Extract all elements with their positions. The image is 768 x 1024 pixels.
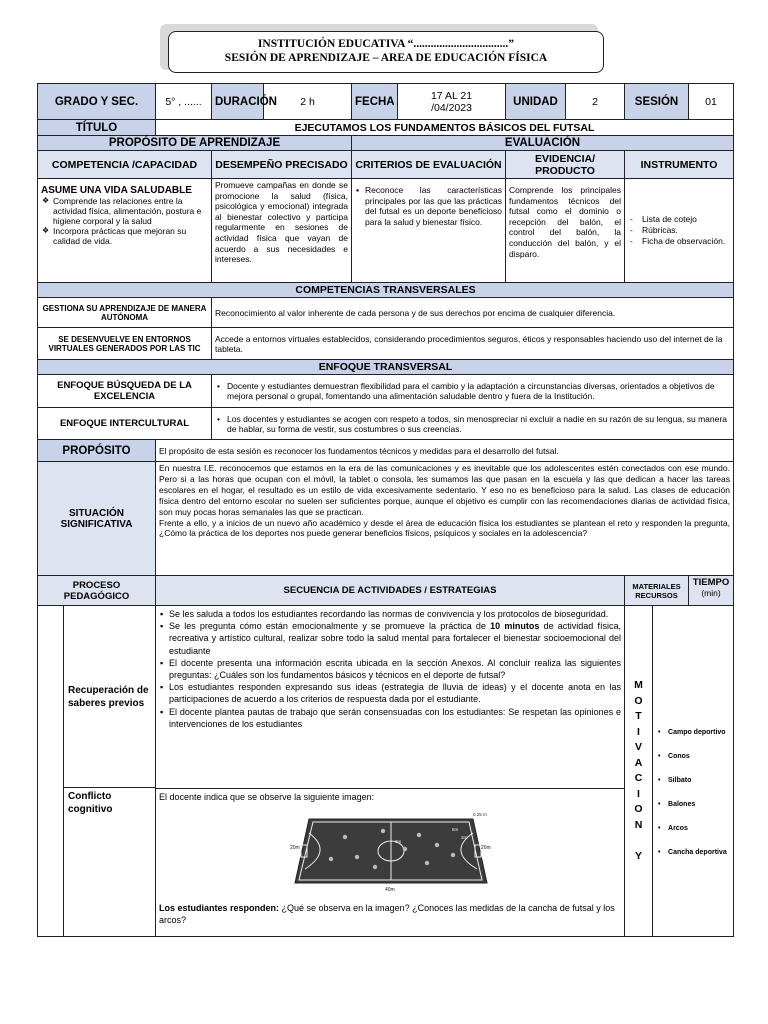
enfoque-text: • Los docentes y estudiantes se acogen con respeto a todos, sin menospreciar ni excluir a nadie en su razón de su lengua, su manera de hablar, su forma de vestir, sus costumbres o sus creencias. [227,414,730,434]
materiales-cell [653,606,734,937]
materiales-list [656,729,730,856]
recuperacion-item [169,608,621,620]
recuperacion-item-text: Se les pregunta cómo están emocionalmente y se promueve la práctica de [169,621,491,632]
motivacion-letter: T [635,710,642,722]
duracion-label: DURACIÓN [212,84,264,120]
recuperacion-list [159,608,621,730]
recuperacion-item [169,681,621,705]
situacion-cell [156,462,734,576]
enfoque-text: • Docente y estudiantes demuestran flexibilidad para el cambio y la adaptación a circunstancias diversas, orientados a objetivos de mejora personal o grupal, fomentando una alimentación saludable dentro y fuera de la Institución. [227,381,730,401]
recuperacion-item [169,706,621,730]
conflicto-response-text: ¿Qué se observa en la imagen? ¿Conoces las medidas de la cancha de futsal y los arcos? [159,902,615,926]
secuencia-heading: SECUENCIA DE ACTIVIDADES / ESTRATEGIAS [156,576,625,606]
conflicto-label: Conflicto cognitivo [68,791,113,815]
competencia-list [41,196,208,246]
instrumento-item: - Rúbricas. [642,225,730,236]
grado-label: GRADO Y SEC. [38,84,156,120]
transversal-text: Reconocimiento al valor inherente de cada persona y de sus derechos por encima de cualquier diferencia. [212,298,734,328]
evidencia-heading: EVIDENCIA/ PRODUCTO [506,151,625,179]
proceso-labels [64,606,155,936]
futsal-field-illustration [287,809,493,893]
tiempo-unit: (min) [701,588,721,598]
materiales-heading: MATERIALES RECURSOS [625,576,689,606]
tiempo-heading [689,576,734,606]
fecha-value [398,84,506,120]
recuperacion-item [169,657,621,681]
recuperacion-item-text: El docente presenta una información escrita ubicada en la sección Anexos. Al concluir realiza las siguientes preguntas: ¿Cuáles son los fundamentos básicos y técnicos en el deporte de futsal? [169,657,622,681]
material-item: • Conos [668,753,730,760]
transversal-text: Accede a entornos virtuales establecidos, considerando procedimientos seguros, éticos y responsables haciendo uso del internet de la tableta. [212,328,734,360]
criterio-item: ▪ Reconoce las características principales por las que las prácticas del futsal es un deporte beneficioso para la salud y bienestar físico. [365,185,502,227]
proceso-heading: PROCESO PEDAGÓGICO [38,576,156,606]
proceso-margin [38,606,64,936]
field-label-width-left: 20m [290,844,300,851]
motivacion-letter: C [634,772,643,784]
enfoque-heading: ENFOQUE TRANSVERSAL [38,360,734,375]
situacion-label: SITUACIÓN SIGNIFICATIVA [38,462,156,576]
motivacion-letter: V [635,741,643,753]
futsal-field-image [159,809,621,896]
criterio-list [355,185,502,227]
enfoque-label: ENFOQUE BÚSQUEDA DE LA EXCELENCIA [38,375,212,408]
motivacion-letters [625,678,652,864]
competencia-item: ❖ Comprende las relaciones entre la actividad física, alimentación, postura e higiene corporal y la salud [53,196,208,226]
motivacion-letter: O [634,694,643,707]
instrumento-cell [625,179,734,283]
instrumento-item: - Ficha de observación. [642,236,730,247]
recuperacion-item [169,620,621,657]
proposito-label: PROPÓSITO [38,440,156,462]
transversal-label: GESTIONA SU APRENDIZAJE DE MANERA AUTÓNOMA [38,298,212,328]
material-item: • Campo deportivo [668,729,730,736]
session-title: SESIÓN DE APRENDIZAJE – AREA DE EDUCACIÓN FÍSICA [224,52,548,64]
motivacion-letter: I [637,725,640,738]
enfoque-list [215,414,730,434]
field-label-width-right: 20m [481,844,491,851]
proceso-pedagogico-cell [38,606,156,937]
enfoque-cell [212,408,734,440]
conflicto-intro: El docente indica que se observe la siguiente imagen: [159,791,375,802]
evidencia-text: Comprende los principales fundamentos técnicos del futsal como el dominio o recepción del balón, el control del balón, la conducción del balón, y el disparo. [506,179,625,283]
field-label-area-2: 3m [461,834,468,840]
proposito-aprendizaje-heading: PROPÓSITO DE APRENDIZAJE [38,136,352,151]
fecha-value-month: /04/2023 [431,101,472,114]
field-label-corner: 0.25 m [473,811,487,817]
recuperacion-cell [156,606,625,789]
duracion-value: 2 h [264,84,352,120]
recuperacion-label: Recuperación de saberes previos [64,606,155,788]
transversales-heading: COMPETENCIAS TRANSVERSALES [38,283,734,298]
field-label-length: 40m [385,886,395,893]
material-item: • Silbato [668,777,730,784]
proposito-text: El propósito de esta sesión es reconocer los fundamentos técnicos y medidas para el desarrollo del futsal. [156,440,734,462]
criterio-cell [352,179,506,283]
proceso-inner [38,606,155,936]
field-label-area-1: 6m [452,826,459,832]
instrumento-list [628,214,730,247]
recuperacion-item-text: El docente plantea pautas de trabajo que serán consensuadas con los estudiantes: Se respetan las opiniones e intervenciones de los estudiantes [169,706,622,729]
recuperacion-item-text: Los estudiantes responden expresando sus ideas (estrategia de lluvia de ideas) y el docente anota en las participaciones de acuerdo a los criterios de respuesta dada por el estudiante. [169,682,622,705]
competencia-title: ASUME UNA VIDA SALUDABLE [41,185,192,196]
motivacion-letter [625,833,652,849]
motivacion-letter: Y [635,849,643,862]
recuperacion-item-text: de actividad física, recreativa y artístico cultural, realizar sobre todo la salud mental para fortalecer el bienestar socioemocional del estudiante [169,621,622,656]
conflicto-cell [156,788,625,936]
motivacion-letter: I [637,787,640,800]
sesion-value: 01 [689,84,734,120]
recuperacion-item-bold: 10 minutos [490,621,540,632]
desempeno-text: Promueve campañas en donde se promocione la salud (física, psicológica y emocional) integrada al bienestar colectivo y participa regularmente en sesiones de actividad física que vayan de acuerdo a sus necesidades e intereses. [212,179,352,283]
motivacion-letter: N [634,818,643,831]
enfoque-list [215,381,730,401]
competencia-heading: COMPETENCIA /CAPACIDAD [38,151,212,179]
conflicto-response-label: Los estudiantes responden: [159,902,280,913]
motivacion-letter: A [634,756,643,769]
institution-title: INSTITUCIÓN EDUCATIVA “.................................” [257,38,515,50]
unidad-value: 2 [566,84,625,120]
evaluacion-heading: EVALUACIÓN [352,136,734,151]
criterios-heading: CRITERIOS DE EVALUACIÓN [352,151,506,179]
conflicto-response [159,902,621,926]
document-header [168,31,604,73]
recuperacion-item-text: Se les saluda a todos los estudiantes recordando las normas de convivencia y los protocolos de bioseguridad. [169,609,609,619]
material-item: • Arcos [668,825,730,832]
instrumento-heading: INSTRUMENTO [625,151,734,179]
situacion-paragraph: En nuestra I.E. reconocemos que estamos en la era de las comunicaciones y es inevitable que los adolescentes estén conectados con ese mundo. Pero si a las horas que ocupan con el móvil, la tablet o consola, les sumamos las que pasan en la escuela y las que dedican a hacer las tareas escolares en el hogar, el resultado es un estilo de vida excesivamente sedentario. Y eso no es beneficioso para la salud. Las clases de educación física dentro del entorno escolar no suelen ser suficientes porque, aunque el objetivo es cumplir con las recomendaciones diarias de actividad física, son muy pocas horas semanales las que se practican. [159,463,731,517]
material-item: • Cancha deportiva [668,849,730,856]
instrumento-item: - Lista de cotejo [642,214,730,225]
desempeno-heading: DESEMPEÑO PRECISADO [212,151,352,179]
competencia-item: ❖ Incorpora prácticas que mejoran su calidad de vida. [53,226,208,246]
enfoque-cell [212,375,734,408]
grado-value: 5° , ...... [156,84,212,120]
unidad-label: UNIDAD [506,84,566,120]
motivacion-letter: O [634,803,643,815]
competencia-cell [38,179,212,283]
enfoque-label: ENFOQUE INTERCULTURAL [38,408,212,440]
transversal-label: SE DESENVUELVE EN ENTORNOS VIRTUALES GENERADOS POR LAS TIC [38,328,212,360]
tiempo-label: TIEMPO [692,577,730,588]
fecha-value-days: 17 AL 21 [430,89,473,102]
material-item: • Balones [668,801,730,808]
situacion-paragraph: Frente a ello, y a inicios de un nuevo año académico y desde el área de educación física los estudiantes se plantean el reto y responden la pregunta, ¿Cómo la práctica de los deportes nos puede generar beneficios físicos, psíquicos y sociales en la adolescencia? [159,517,731,539]
motivacion-letter: M [634,679,643,691]
motivacion-cell [625,606,653,937]
fecha-label: FECHA [352,84,398,120]
sesion-label: SESIÓN [625,84,689,120]
titulo-label: TÍTULO [38,120,156,136]
field-label-radius: 3m [395,838,402,844]
titulo-value: EJECUTAMOS LOS FUNDAMENTOS BÁSICOS DEL FUTSAL [156,120,734,136]
session-table [37,83,734,937]
